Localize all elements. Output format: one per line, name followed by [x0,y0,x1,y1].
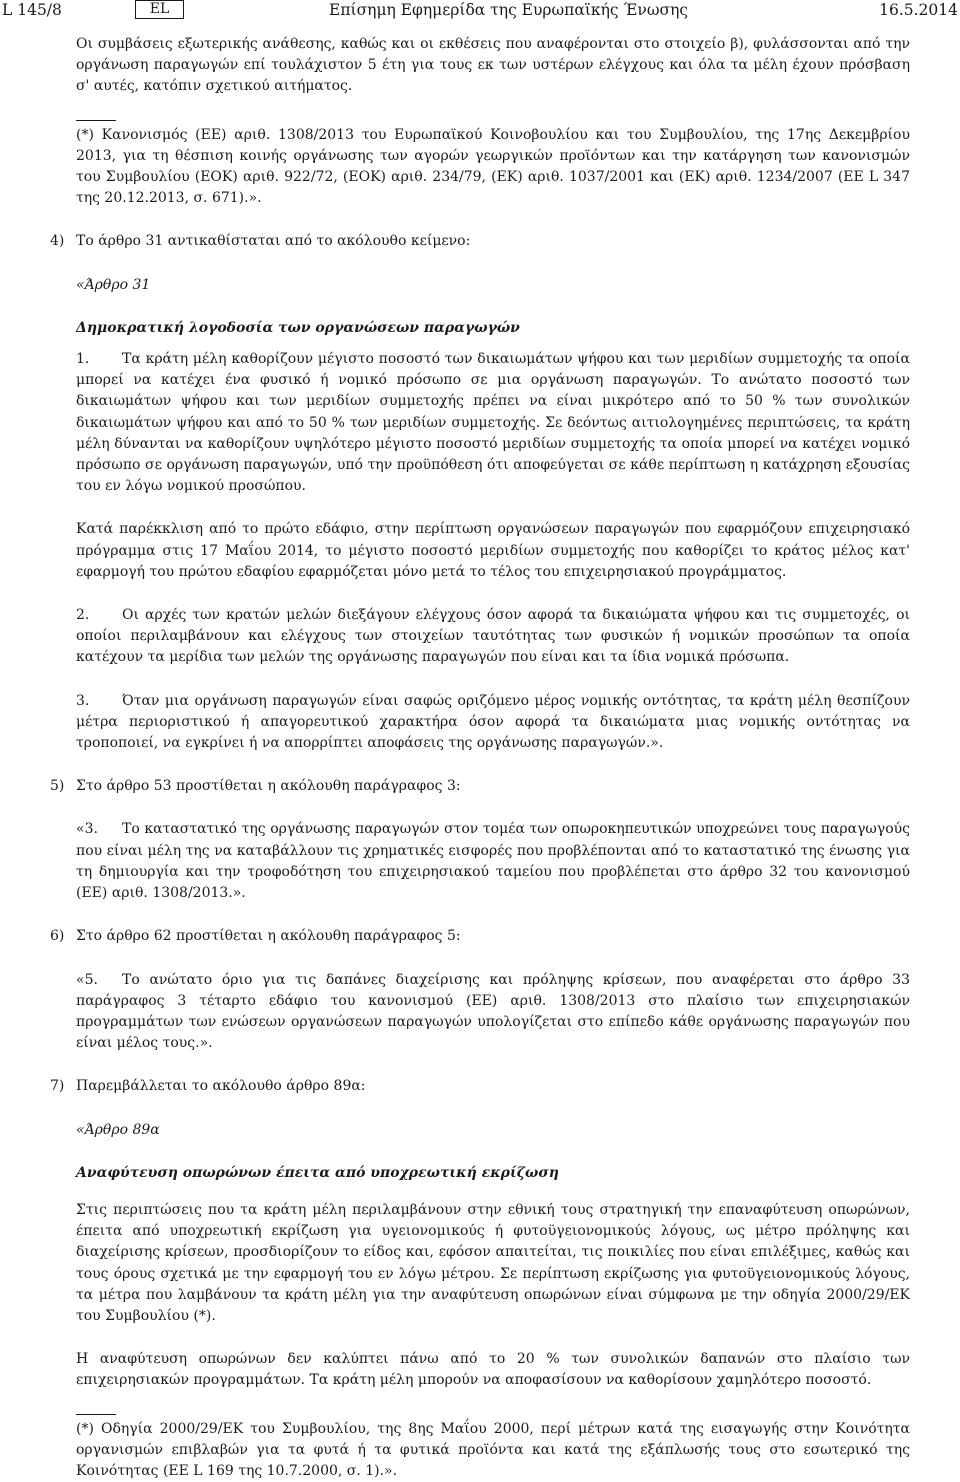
paragraph-number: «5. [76,971,98,988]
article-31-title: Δημοκρατική λογοδοσία των οργανώσεων παραγωγών [76,319,520,336]
document-body [50,34,910,1482]
item-number: 6) [50,928,65,945]
item-text: Στο άρθρο 53 προστίθεται η ακόλουθη παράγραφος 3: [76,778,461,795]
paragraph-text: Οι αρχές των κρατών μελών διεξάγουν ελέγχους όσον αφορά τα δικαιώματα ψήφου και τις συμμετοχές, οι οποίοι περιλαμβάνουν και ελέγχους των στοιχείων ταυτότητας των φυσικών ή νομικών προσώπων τα οποία κατέχουν τα μερίδια των μελών της οργάνωσης παραγωγών που είναι και τα ίδια νομικά πρόσωπα. [76,607,910,666]
article-62-paragraph-5 [76,970,910,1055]
paragraph-number: 1. [76,351,90,368]
page-number: L 145/8 [2,1,62,19]
item-number: 7) [50,1078,65,1095]
article-89a-label: «Άρθρο 89α [76,1121,160,1138]
article-31-label: «Άρθρο 31 [76,276,151,293]
item-text: Παρεμβάλλεται το ακόλουθο άρθρο 89α: [76,1078,366,1095]
article-53-paragraph-3 [76,819,910,904]
item-number: 5) [50,778,65,795]
article-31-paragraph-3 [76,691,910,755]
paragraph-number: «3. [76,821,98,838]
article-31-paragraph-2 [76,605,910,669]
paragraph-number: 3. [76,692,90,709]
issue-date: 16.5.2014 [879,1,958,19]
footnote-2: (*) Οδηγία 2000/29/ΕΚ του Συμβουλίου, της 8ης Μαΐου 2000, περί μέτρων κατά της εισαγωγής στην Κοινότητα οργανισμών επιβλαβών για τα φυτά ή τα φυτικά προϊόντα και κατά της εξάπλωσής τους στο εσωτερικό της Κοινότητας (ΕΕ L 169 της 10.7.2000, σ. 1).». [76,1420,910,1479]
amendment-item-5 [50,776,910,797]
paragraph-text: Το καταστατικό της οργάνωσης παραγωγών στον τομέα των οπωροκηπευτικών υποχρεώνει τους παραγωγούς που είναι μέλη της να καταβάλλουν τις χρηματικές εισφορές που προβλέπονται από το καταστατικό της ένωσης για τη δημιουργία και την τροφοδότηση του επιχειρησιακού ταμείου που προβλέπεται στο άρθρο 32 του κανονισμού (ΕΕ) αριθ. 1308/2013.». [76,821,910,902]
article-89a-paragraph-1: Στις περιπτώσεις που τα κράτη μέλη περιλαμβάνουν στην εθνική τους στρατηγική την επαναφύτευση οπωρώνων, έπειτα από υποχρεωτική εκρίζωση για υγειονομικούς ή φυτοϋγειονομικούς λόγους, ως μέτρο πρόληψης και διαχείρισης κρίσεων, προσδιορίζουν το είδος και, εφόσον απαιτείται, τις ποικιλίες που είναι επιλέξιμες, καθώς και τους όρους σχετικά με την εφαρμογή του εν λόγω μέτρου. Σε περίπτωση εκρίζωσης για φυτοϋγειονομικούς λόγους, τα μέτρα που λαμβάνουν τα κράτη μέλη για την αναφύτευση οπωρώνων είναι σύμφωνα με την οδηγία 2000/29/ΕΚ του Συμβουλίου (*). [76,1201,910,1324]
item-number: 4) [50,233,65,250]
amendment-item-7 [50,1076,910,1097]
language-box: EL [135,0,184,19]
footnote-rule [76,120,116,121]
paragraph-text: Το ανώτατο όριο για τις δαπάνες διαχείρισης και πρόληψης κρίσεων, που αναφέρεται στο άρθρο 33 παράγραφος 3 τέταρτο εδάφιο του κανονισμού (ΕΕ) αριθ. 1308/2013 στο πλαίσιο των επιχειρησιακών προγραμμάτων των ενώσεων οργανώσεων παραγωγών υπολογίζεται στο επίπεδο κάθε οργάνωσης παραγωγών που είναι μέλος τους.». [76,971,910,1052]
amendment-item-6 [50,926,910,947]
item-text: Το άρθρο 31 αντικαθίσταται από το ακόλουθο κείμενο: [76,233,471,250]
article-89a-paragraph-2: Η αναφύτευση οπωρώνων δεν καλύπτει πάνω από το 20 % των συνολικών δαπανών στο πλαίσιο των επιχειρησιακών προγραμμάτων. Τα κράτη μέλη μπορούν να αποφασίσουν να καθορίσουν χαμηλότερο ποσοστό. [76,1351,910,1389]
article-89a-title: Αναφύτευση οπωρώνων έπειτα από υποχρεωτική εκρίζωση [76,1164,559,1181]
journal-title: Επίσημη Εφημερίδα της Ευρωπαϊκής Ένωσης [329,1,689,19]
footnote-1: (*) Κανονισμός (ΕΕ) αριθ. 1308/2013 του Ευρωπαϊκού Κοινοβουλίου και του Συμβουλίου, της 17ης Δεκεμβρίου 2013, για τη θέσπιση κοινής οργάνωσης των αγορών γεωργικών προϊόντων και την κατάργηση των κανονισμών του Συμβουλίου (ΕΟΚ) αριθ. 922/72, (ΕΟΚ) αριθ. 234/79, (ΕΚ) αριθ. 1037/2001 και (ΕΚ) αριθ. 1234/2007 (ΕΕ L 347 της 20.12.2013, σ. 671).». [76,126,910,207]
paragraph-text: Όταν μια οργάνωση παραγωγών είναι σαφώς οριζόμενο μέρος νομικής οντότητας, τα κράτη μέλη θεσπίζουν μέτρα περιοριστικού ή απαγορευτικού χαρακτήρα όσον αφορά τα δικαιώματα μιας νομικής οντότητας να τροποποιεί, να εγκρίνει ή να απορρίπτει αποφάσεις της οργάνωσης παραγωγών.». [76,692,910,752]
item-text: Στο άρθρο 62 προστίθεται η ακόλουθη παράγραφος 5: [76,928,461,945]
footnote-rule [76,1414,116,1415]
article-31-paragraph-1 [76,349,910,497]
amendment-item-4 [50,231,910,252]
page-header [0,0,960,24]
paragraph-number: 2. [76,607,90,624]
intro-paragraph: Οι συμβάσεις εξωτερικής ανάθεσης, καθώς και οι εκθέσεις που αναφέρονται στο στοιχείο β), φυλάσσονται από την οργάνωση παραγωγών επί τουλάχιστον 5 έτη για τους εκ των υστέρων ελέγχους και όλα τα μέλη έχουν πρόσβαση σ' αυτές, κατόπιν σχετικού αιτήματος. [76,36,910,95]
paragraph-text: Τα κράτη μέλη καθορίζουν μέγιστο ποσοστό των δικαιωμάτων ψήφου και των μεριδίων συμμετοχής τα οποία μπορεί να κατέχει ένα φυσικό ή νομικό πρόσωπο σε μια οργάνωση παραγωγών. Το ανώτατο ποσοστό των δικαιωμάτων ψήφου και των μεριδίων συμμετοχής πρέπει να είναι μικρότερο από το 50 % των συνολικών δικαιωμάτων ψήφου και από το 50 % των μεριδίων συμμετοχής. Σε δεόντως αιτιολογημένες περιπτώσεις, τα κράτη μέλη δύνανται να καθορίζουν υψηλότερο μέγιστο ποσοστό μεριδίων συμμετοχής τα οποία μπορεί να κατέχει νομικό πρόσωπο σε οργάνωση παραγωγών, υπό την προϋπόθεση ότι αποφεύγεται σε κάθε περίπτωση η κατάχρηση εξουσίας του εν λόγω νομικού προσώπου. [76,351,910,495]
article-31-paragraph-1b: Κατά παρέκκλιση από το πρώτο εδάφιο, στην περίπτωση οργανώσεων παραγωγών που εφαρμόζουν επιχειρησιακό πρόγραμμα στις 17 Μαΐου 2014, το μέγιστο ποσοστό μεριδίων συμμετοχής που καθορίζει το κράτος μέλος κατ' εφαρμογή του πρώτου εδαφίου εφαρμόζεται μόνο μετά το τέλος του επιχειρησιακού προγράμματος. [76,521,910,580]
